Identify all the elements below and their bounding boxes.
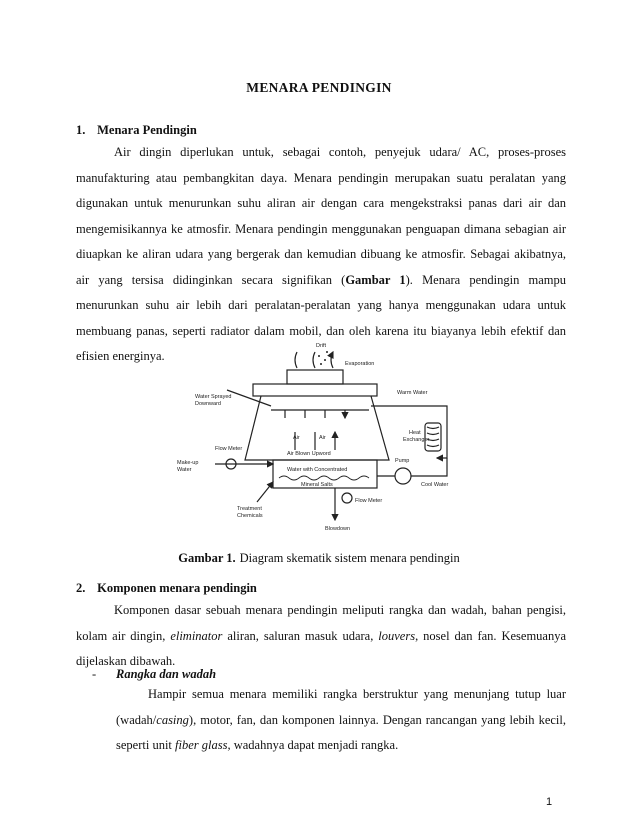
label-pump: Pump	[395, 458, 410, 464]
label-flow-meter-left: Flow Meter	[215, 446, 243, 452]
figure-caption	[0, 551, 638, 566]
label-makeup-1: Make-up	[177, 460, 199, 466]
label-treatment-1: Treatment	[237, 506, 262, 512]
figure-reference: (Gambar 1).	[341, 272, 413, 287]
section-1-title: Menara Pendingin	[97, 123, 197, 137]
label-downward: Downward	[195, 401, 221, 407]
label-blowdown: Blowdown	[325, 526, 351, 532]
label-mineral: Mineral Salts	[301, 482, 333, 488]
s1-line-6: air yang tersisa didinginkan secara signifikan (Gambar 1). Menara pendingin mampu	[76, 272, 566, 287]
label-heat: Heat	[409, 430, 421, 436]
label-concentrated: Water with Concentrated	[287, 467, 348, 473]
section-2-title: Komponen menara pendingin	[97, 581, 257, 595]
s1-line-5: diuapkan ke aliran udara yang bergerak dan kemudian dibuang ke atmosfir. Sebagai akibatnya,	[76, 247, 566, 261]
s2-line-2: kolam air dingin, eliminator aliran, saluran masuk udara, louvers, nosel dan fan. Kesemuanya	[76, 628, 567, 643]
s1-line-9: efisien energinya.	[76, 349, 165, 363]
label-warm-water: Warm Water	[397, 390, 428, 396]
label-drift: Drift	[316, 343, 327, 349]
label-water-sprayed: Water Sprayed	[195, 394, 232, 400]
pump-icon	[395, 468, 411, 484]
cooling-tower-diagram	[175, 338, 475, 534]
section-2-number: 2.	[76, 581, 86, 595]
fan-stack	[287, 370, 343, 384]
section-1-number: 1.	[76, 123, 86, 137]
label-air-2: Air	[319, 435, 326, 441]
s1-line-1: Air dingin diperlukan untuk, sebagai contoh, penyejuk udara/ AC, proses-proses	[114, 145, 566, 159]
subheading-rangka: Rangka dan wadah	[116, 667, 217, 681]
section-1-heading	[76, 123, 197, 138]
s1-line-3: digunakan untuk menurunkan suhu aliran air dengan cara mengekstraksi panas dari air dan	[76, 196, 566, 210]
s1-line-8: membuang panas, seperti radiator dalam mobil, dan oleh karena itu biayanya lebih efektif dan	[76, 323, 566, 338]
sub-line-1: Hampir semua menara memiliki rangka berstruktur yang menunjang tutup luar	[148, 687, 566, 701]
label-evaporation: Evaporation	[345, 361, 375, 367]
section-1-paragraph	[76, 140, 566, 370]
page-title: MENARA PENDINGIN	[246, 80, 392, 95]
s2-line-3: dijelaskan dibawah.	[76, 654, 176, 668]
caption-text: Diagram skematik sistem menara pendingin	[239, 551, 460, 565]
caption-label: Gambar 1.	[178, 551, 236, 565]
label-exchanger: Exchanger	[403, 437, 430, 443]
bullet-dash: -	[92, 667, 97, 681]
label-air-blown: Air Blown Upword	[287, 451, 331, 457]
rangka-paragraph	[116, 682, 566, 759]
s1-line-4: mengemisikannya ke atmosfir. Menara pendingin menggunakan penguapan dimana sebagian air	[76, 221, 566, 236]
label-makeup-2: Water	[177, 467, 192, 473]
label-air-1: Air	[293, 435, 300, 441]
section-2-heading	[76, 581, 257, 596]
label-cool-water: Cool Water	[421, 482, 449, 488]
s1-line-7: menurunkan suhu air lebih dari peralatan-peralatan yang hanya menggunakan udara untuk	[76, 298, 566, 312]
label-treatment-2: Chemicals	[237, 513, 263, 519]
s1-line-2: manufakturing atau pembangkitan daya. Menara pendingin merupakan suatu peralatan yang	[76, 170, 566, 185]
tower-top	[253, 384, 377, 396]
flow-meter-right-icon	[342, 493, 352, 503]
sub-line-2: (wadah/casing), motor, fan, dan komponen lainnya. Dengan rancangan yang lebih kecil,	[116, 712, 566, 727]
label-flow-meter-right: Flow Meter	[355, 498, 383, 504]
section-2-paragraph	[76, 598, 566, 675]
sub-line-3: seperti unit fiber glass, wadahnya dapat menjadi rangka.	[116, 738, 399, 752]
s2-line-1: Komponen dasar sebuah menara pendingin meliputi rangka dan wadah, bahan pengisi,	[114, 603, 566, 617]
page-number: 1	[546, 796, 553, 808]
